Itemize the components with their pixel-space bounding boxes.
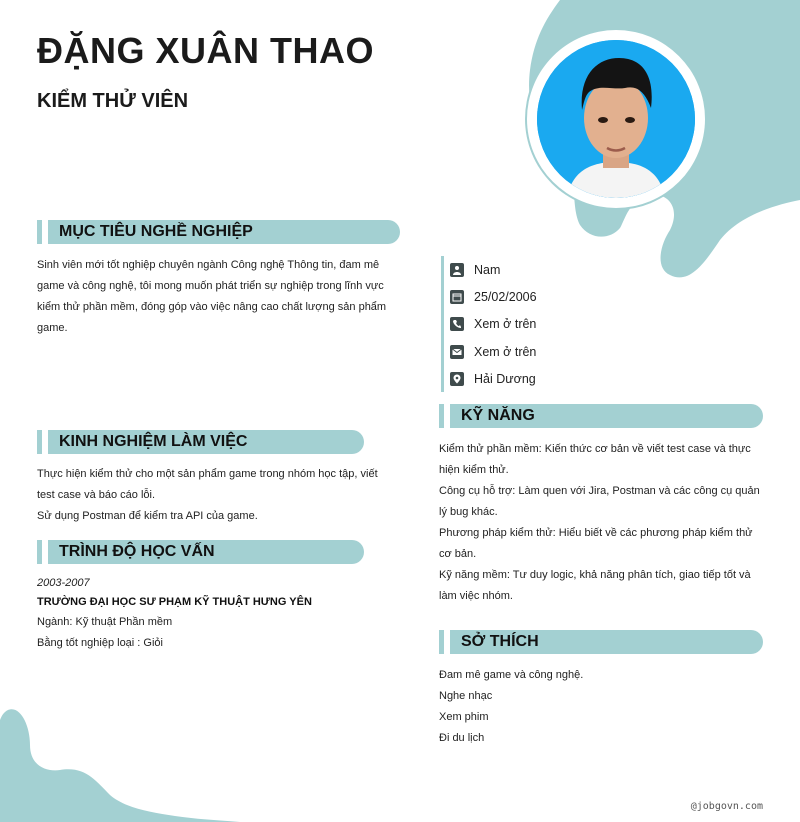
text-line: Kỹ năng mềm: Tư duy logic, khả năng phân tích, giao tiếp tốt và [439, 569, 751, 581]
experience-text [37, 464, 407, 527]
contact-item-birthdate [444, 283, 644, 310]
text-line: cơ bản. [439, 548, 477, 560]
location-pin-icon [450, 372, 464, 386]
text-line: làm việc nhóm. [439, 590, 513, 602]
bottom-left-decoration [0, 700, 260, 822]
portrait-image [537, 40, 695, 198]
candidate-name: ĐẶNG XUÂN THAO [37, 30, 374, 71]
text-line: Công cụ hỗ trợ: Làm quen với Jira, Postman và các công cụ quản [439, 485, 760, 497]
text-line: Phương pháp kiểm thử: Hiểu biết về các phương pháp kiểm thử [439, 527, 753, 539]
education-details [37, 612, 407, 654]
contact-item-email [444, 338, 644, 365]
footer-watermark: @jobgovn.com [690, 801, 763, 812]
objective-text [37, 255, 407, 339]
education-heading [37, 540, 364, 564]
text-line: Bằng tốt nghiệp loại : Giỏi [37, 637, 163, 649]
text-line: test case và báo cáo lỗi. [37, 489, 156, 501]
contact-text: Xem ở trên [474, 344, 537, 359]
contact-text: 25/02/2006 [474, 289, 537, 304]
contact-list [441, 256, 644, 392]
contact-text: Hải Dương [474, 371, 536, 386]
text-line: Thực hiện kiểm thử cho một sản phẩm game trong nhóm học tập, viết [37, 468, 378, 480]
experience-heading [37, 430, 364, 454]
text-line: Nghe nhạc [439, 690, 493, 702]
skills-heading-text: KỸ NĂNG [461, 407, 535, 424]
text-line: Sử dụng Postman để kiểm tra API của game. [37, 510, 258, 522]
skills-heading [439, 404, 763, 428]
contact-text: Xem ở trên [474, 317, 537, 332]
contact-text: Nam [474, 262, 501, 277]
skills-text [439, 439, 769, 607]
text-line: kiểm thử phần mềm, đóng góp vào việc nâng cao chất lượng sản phẩm [37, 301, 387, 313]
text-line: Ngành: Kỹ thuật Phần mềm [37, 616, 173, 628]
text-line: game. [37, 322, 68, 334]
education-heading-text: TRÌNH ĐỘ HỌC VẤN [59, 543, 215, 560]
text-line: Kiểm thử phần mềm: Kiến thức cơ bản về viết test case và thực [439, 443, 751, 455]
experience-heading-text: KINH NGHIỆM LÀM VIỆC [59, 433, 248, 450]
contact-item-gender [444, 256, 644, 283]
education-school: TRƯỜNG ĐẠI HỌC SƯ PHẠM KỸ THUẬT HƯNG YÊN [37, 596, 312, 608]
text-line: hiện kiểm thử. [439, 464, 509, 476]
objective-heading-text: MỤC TIÊU NGHỀ NGHIỆP [59, 223, 253, 240]
objective-heading [37, 220, 400, 244]
text-line: game và công nghệ, tôi mong muốn phát triển sự nghiệp trong lĩnh vực [37, 280, 384, 292]
contact-item-phone [444, 311, 644, 338]
hobbies-heading [439, 630, 763, 654]
contact-item-location [444, 365, 644, 392]
text-line: Xem phim [439, 711, 489, 723]
hobbies-heading-text: SỞ THÍCH [461, 633, 539, 650]
text-line: Sinh viên mới tốt nghiệp chuyên ngành Công nghệ Thông tin, đam mê [37, 259, 380, 271]
text-line: lý bug khác. [439, 506, 498, 518]
job-title: KIỂM THỬ VIÊN [37, 90, 189, 112]
text-line: Đi du lịch [439, 732, 485, 744]
hobbies-text [439, 665, 769, 749]
phone-icon [450, 317, 464, 331]
text-line: Đam mê game và công nghệ. [439, 669, 584, 681]
education-date: 2003-2007 [37, 577, 90, 589]
calendar-icon [450, 290, 464, 304]
profile-photo [527, 30, 705, 208]
mail-icon [450, 345, 464, 359]
person-icon [450, 263, 464, 277]
